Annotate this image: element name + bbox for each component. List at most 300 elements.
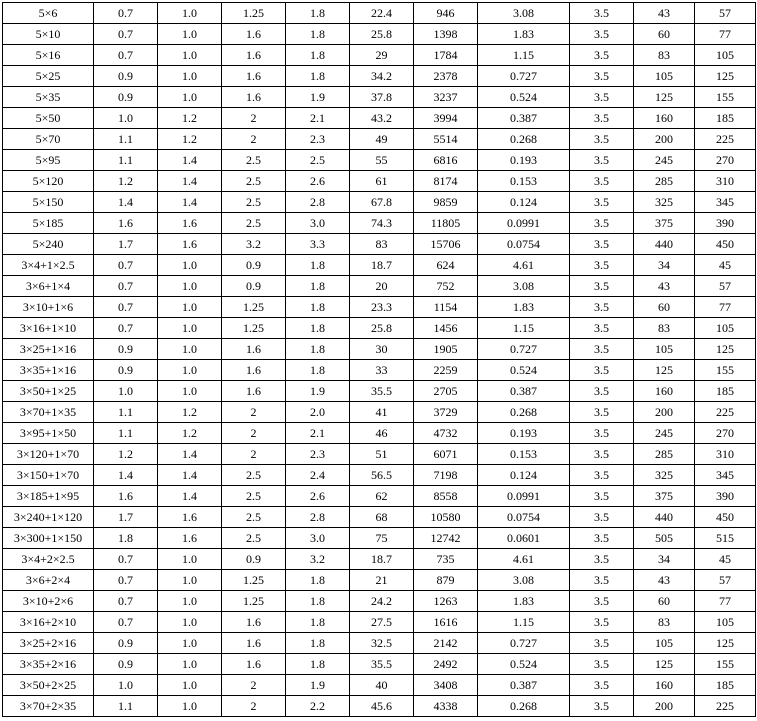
table-cell-col-10-value: 60 <box>634 591 695 612</box>
table-cell-col-11-value: 45 <box>695 549 756 570</box>
table-cell-col-6-value: 51 <box>350 444 414 465</box>
table-cell-col-8-value: 0.524 <box>478 360 570 381</box>
table-cell-col-7-value: 6816 <box>414 150 478 171</box>
table-cell-col-4-value: 1.25 <box>222 297 286 318</box>
table-cell-col-8-value: 0.727 <box>478 66 570 87</box>
table-row <box>3 360 756 381</box>
table-cell-col-10-value: 325 <box>634 192 695 213</box>
table-cell-col-11-value: 310 <box>695 171 756 192</box>
table-cell-col-9-value: 3.5 <box>570 66 634 87</box>
table-cell-col-8-value: 1.15 <box>478 318 570 339</box>
table-cell-col-5-value: 3.2 <box>286 549 350 570</box>
table-cell-col-5-value: 2.2 <box>286 696 350 717</box>
table-cell-col-4-value: 2.5 <box>222 171 286 192</box>
table-cell-col-7-value: 6071 <box>414 444 478 465</box>
table-cell-col-10-value: 43 <box>634 3 695 24</box>
table-cell-col-3-value: 1.4 <box>158 444 222 465</box>
table-cell-col-4-value: 1.25 <box>222 318 286 339</box>
table-cell-col-2-value: 1.1 <box>94 696 158 717</box>
table-cell-col-7-value: 4338 <box>414 696 478 717</box>
table-cell-col-5-value: 3.3 <box>286 234 350 255</box>
table-cell-conductor-spec: 3×95+1×50 <box>3 423 94 444</box>
table-cell-col-10-value: 160 <box>634 108 695 129</box>
table-cell-col-2-value: 1.6 <box>94 213 158 234</box>
table-cell-col-3-value: 1.0 <box>158 318 222 339</box>
table-cell-col-2-value: 0.7 <box>94 3 158 24</box>
table-cell-col-9-value: 3.5 <box>570 3 634 24</box>
table-cell-col-10-value: 440 <box>634 234 695 255</box>
table-cell-col-10-value: 43 <box>634 570 695 591</box>
table-cell-col-8-value: 3.08 <box>478 570 570 591</box>
table-row <box>3 276 756 297</box>
table-cell-col-11-value: 155 <box>695 87 756 108</box>
table-cell-conductor-spec: 3×240+1×120 <box>3 507 94 528</box>
table-cell-col-9-value: 3.5 <box>570 129 634 150</box>
table-cell-col-5-value: 1.8 <box>286 297 350 318</box>
table-cell-col-10-value: 83 <box>634 318 695 339</box>
table-cell-col-10-value: 285 <box>634 171 695 192</box>
table-cell-col-8-value: 4.61 <box>478 549 570 570</box>
table-cell-col-3-value: 1.0 <box>158 381 222 402</box>
table-cell-col-4-value: 1.6 <box>222 66 286 87</box>
table-cell-col-8-value: 1.83 <box>478 297 570 318</box>
table-cell-col-6-value: 62 <box>350 486 414 507</box>
table-cell-col-2-value: 0.9 <box>94 654 158 675</box>
table-row <box>3 654 756 675</box>
table-row <box>3 507 756 528</box>
table-cell-col-7-value: 7198 <box>414 465 478 486</box>
table-row <box>3 24 756 45</box>
table-cell-col-3-value: 1.0 <box>158 3 222 24</box>
table-cell-col-8-value: 0.727 <box>478 339 570 360</box>
table-cell-col-9-value: 3.5 <box>570 570 634 591</box>
table-cell-col-6-value: 18.7 <box>350 255 414 276</box>
table-cell-col-11-value: 57 <box>695 570 756 591</box>
table-cell-col-8-value: 0.387 <box>478 381 570 402</box>
table-cell-col-2-value: 1.7 <box>94 507 158 528</box>
table-cell-col-11-value: 185 <box>695 381 756 402</box>
table-cell-col-5-value: 3.0 <box>286 213 350 234</box>
table-cell-col-8-value: 0.124 <box>478 192 570 213</box>
table-cell-col-11-value: 270 <box>695 150 756 171</box>
table-row <box>3 129 756 150</box>
table-cell-col-9-value: 3.5 <box>570 24 634 45</box>
table-cell-col-2-value: 1.4 <box>94 192 158 213</box>
table-cell-col-6-value: 18.7 <box>350 549 414 570</box>
table-cell-conductor-spec: 3×70+1×35 <box>3 402 94 423</box>
table-cell-col-9-value: 3.5 <box>570 213 634 234</box>
table-cell-col-3-value: 1.4 <box>158 486 222 507</box>
table-cell-col-10-value: 375 <box>634 213 695 234</box>
table-cell-col-10-value: 125 <box>634 87 695 108</box>
table-cell-col-6-value: 41 <box>350 402 414 423</box>
table-cell-col-8-value: 0.193 <box>478 423 570 444</box>
table-cell-col-8-value: 0.268 <box>478 696 570 717</box>
table-cell-col-6-value: 24.2 <box>350 591 414 612</box>
table-cell-col-4-value: 2 <box>222 108 286 129</box>
table-cell-col-3-value: 1.4 <box>158 171 222 192</box>
table-cell-col-6-value: 33 <box>350 360 414 381</box>
table-row <box>3 150 756 171</box>
table-cell-col-5-value: 1.8 <box>286 654 350 675</box>
table-cell-col-8-value: 0.0991 <box>478 213 570 234</box>
table-cell-col-8-value: 0.387 <box>478 108 570 129</box>
table-cell-col-10-value: 325 <box>634 465 695 486</box>
table-cell-col-5-value: 1.8 <box>286 24 350 45</box>
table-row <box>3 318 756 339</box>
table-cell-col-8-value: 0.0754 <box>478 234 570 255</box>
table-cell-col-11-value: 515 <box>695 528 756 549</box>
table-cell-col-5-value: 2.4 <box>286 465 350 486</box>
table-cell-col-6-value: 56.5 <box>350 465 414 486</box>
table-cell-col-9-value: 3.5 <box>570 87 634 108</box>
table-cell-col-10-value: 60 <box>634 24 695 45</box>
table-cell-conductor-spec: 5×95 <box>3 150 94 171</box>
table-cell-col-3-value: 1.0 <box>158 66 222 87</box>
table-cell-col-9-value: 3.5 <box>570 318 634 339</box>
table-cell-col-5-value: 1.8 <box>286 591 350 612</box>
table-cell-col-4-value: 2.5 <box>222 486 286 507</box>
table-cell-col-5-value: 2.8 <box>286 507 350 528</box>
table-cell-col-6-value: 83 <box>350 234 414 255</box>
table-cell-col-6-value: 21 <box>350 570 414 591</box>
table-cell-col-4-value: 0.9 <box>222 255 286 276</box>
table-cell-col-11-value: 390 <box>695 486 756 507</box>
table-cell-col-11-value: 77 <box>695 591 756 612</box>
table-cell-col-3-value: 1.0 <box>158 633 222 654</box>
table-cell-col-4-value: 0.9 <box>222 276 286 297</box>
table-cell-col-7-value: 3237 <box>414 87 478 108</box>
cable-spec-table <box>2 2 756 717</box>
table-cell-col-6-value: 37.8 <box>350 87 414 108</box>
table-cell-col-2-value: 0.7 <box>94 24 158 45</box>
table-cell-conductor-spec: 5×240 <box>3 234 94 255</box>
table-cell-col-6-value: 67.8 <box>350 192 414 213</box>
table-cell-col-3-value: 1.6 <box>158 507 222 528</box>
table-cell-col-11-value: 345 <box>695 465 756 486</box>
table-cell-col-2-value: 1.1 <box>94 150 158 171</box>
table-row <box>3 444 756 465</box>
table-cell-col-7-value: 10580 <box>414 507 478 528</box>
table-cell-col-10-value: 83 <box>634 612 695 633</box>
table-cell-col-5-value: 1.8 <box>286 66 350 87</box>
table-cell-col-4-value: 1.25 <box>222 591 286 612</box>
table-cell-col-7-value: 11805 <box>414 213 478 234</box>
table-cell-col-9-value: 3.5 <box>570 591 634 612</box>
table-cell-col-2-value: 0.7 <box>94 549 158 570</box>
table-cell-col-3-value: 1.0 <box>158 339 222 360</box>
table-cell-col-2-value: 0.7 <box>94 570 158 591</box>
table-cell-conductor-spec: 3×70+2×35 <box>3 696 94 717</box>
table-cell-col-11-value: 125 <box>695 339 756 360</box>
table-cell-col-4-value: 2 <box>222 402 286 423</box>
table-cell-col-8-value: 0.268 <box>478 129 570 150</box>
table-cell-col-7-value: 2492 <box>414 654 478 675</box>
table-cell-col-8-value: 0.0991 <box>478 486 570 507</box>
table-cell-col-6-value: 30 <box>350 339 414 360</box>
table-cell-col-7-value: 1616 <box>414 612 478 633</box>
table-cell-col-11-value: 185 <box>695 108 756 129</box>
table-cell-col-2-value: 0.7 <box>94 612 158 633</box>
table-cell-col-9-value: 3.5 <box>570 297 634 318</box>
table-cell-col-5-value: 2.1 <box>286 423 350 444</box>
table-cell-col-9-value: 3.5 <box>570 654 634 675</box>
table-cell-col-8-value: 0.193 <box>478 150 570 171</box>
table-row <box>3 696 756 717</box>
table-cell-conductor-spec: 5×10 <box>3 24 94 45</box>
table-cell-col-5-value: 2.0 <box>286 402 350 423</box>
table-cell-col-7-value: 1398 <box>414 24 478 45</box>
table-cell-col-7-value: 2378 <box>414 66 478 87</box>
table-cell-col-4-value: 1.6 <box>222 339 286 360</box>
table-cell-conductor-spec: 3×16+1×10 <box>3 318 94 339</box>
table-cell-col-8-value: 0.387 <box>478 675 570 696</box>
table-cell-col-6-value: 61 <box>350 171 414 192</box>
table-cell-col-8-value: 0.0754 <box>478 507 570 528</box>
table-cell-col-5-value: 1.9 <box>286 675 350 696</box>
table-cell-col-8-value: 0.124 <box>478 465 570 486</box>
table-cell-col-10-value: 505 <box>634 528 695 549</box>
table-cell-col-5-value: 1.9 <box>286 87 350 108</box>
table-cell-col-9-value: 3.5 <box>570 423 634 444</box>
table-cell-col-4-value: 1.6 <box>222 360 286 381</box>
table-cell-col-7-value: 12742 <box>414 528 478 549</box>
table-cell-col-9-value: 3.5 <box>570 633 634 654</box>
table-cell-col-2-value: 1.0 <box>94 108 158 129</box>
table-cell-col-9-value: 3.5 <box>570 360 634 381</box>
table-cell-col-2-value: 0.7 <box>94 45 158 66</box>
table-cell-col-8-value: 0.153 <box>478 171 570 192</box>
table-cell-col-9-value: 3.5 <box>570 108 634 129</box>
table-cell-col-5-value: 1.8 <box>286 633 350 654</box>
table-cell-col-9-value: 3.5 <box>570 465 634 486</box>
table-cell-col-7-value: 3994 <box>414 108 478 129</box>
table-cell-col-9-value: 3.5 <box>570 675 634 696</box>
table-cell-col-2-value: 1.8 <box>94 528 158 549</box>
table-cell-col-5-value: 2.6 <box>286 171 350 192</box>
table-cell-col-6-value: 29 <box>350 45 414 66</box>
table-row <box>3 45 756 66</box>
table-cell-col-9-value: 3.5 <box>570 171 634 192</box>
table-cell-col-6-value: 25.8 <box>350 24 414 45</box>
table-cell-conductor-spec: 5×16 <box>3 45 94 66</box>
table-cell-col-5-value: 1.8 <box>286 339 350 360</box>
table-cell-col-10-value: 34 <box>634 255 695 276</box>
table-cell-col-10-value: 200 <box>634 129 695 150</box>
table-cell-col-3-value: 1.0 <box>158 297 222 318</box>
table-cell-col-9-value: 3.5 <box>570 255 634 276</box>
table-cell-col-5-value: 2.1 <box>286 108 350 129</box>
table-cell-col-7-value: 8558 <box>414 486 478 507</box>
table-cell-col-10-value: 375 <box>634 486 695 507</box>
table-cell-col-10-value: 105 <box>634 66 695 87</box>
table-cell-col-3-value: 1.0 <box>158 87 222 108</box>
table-cell-col-11-value: 77 <box>695 297 756 318</box>
table-cell-col-8-value: 1.15 <box>478 45 570 66</box>
table-cell-col-3-value: 1.6 <box>158 234 222 255</box>
table-cell-col-5-value: 2.3 <box>286 444 350 465</box>
table-cell-col-3-value: 1.0 <box>158 591 222 612</box>
table-row <box>3 381 756 402</box>
table-cell-col-7-value: 624 <box>414 255 478 276</box>
table-cell-col-5-value: 2.3 <box>286 129 350 150</box>
table-row <box>3 108 756 129</box>
table-cell-col-4-value: 2 <box>222 675 286 696</box>
table-cell-col-2-value: 1.2 <box>94 444 158 465</box>
table-cell-col-8-value: 3.08 <box>478 276 570 297</box>
table-cell-conductor-spec: 5×70 <box>3 129 94 150</box>
table-cell-col-4-value: 1.25 <box>222 570 286 591</box>
table-cell-col-2-value: 0.9 <box>94 360 158 381</box>
table-cell-conductor-spec: 3×6+2×4 <box>3 570 94 591</box>
table-row <box>3 234 756 255</box>
table-cell-col-9-value: 3.5 <box>570 45 634 66</box>
table-cell-col-2-value: 0.7 <box>94 297 158 318</box>
table-cell-conductor-spec: 3×300+1×150 <box>3 528 94 549</box>
table-cell-col-7-value: 752 <box>414 276 478 297</box>
table-cell-col-4-value: 2.5 <box>222 150 286 171</box>
table-cell-col-11-value: 450 <box>695 507 756 528</box>
table-cell-col-5-value: 1.8 <box>286 276 350 297</box>
table-cell-col-4-value: 2 <box>222 423 286 444</box>
table-cell-col-5-value: 1.8 <box>286 612 350 633</box>
table-cell-col-2-value: 1.2 <box>94 171 158 192</box>
table-cell-col-2-value: 1.6 <box>94 486 158 507</box>
table-cell-col-11-value: 390 <box>695 213 756 234</box>
table-cell-col-10-value: 34 <box>634 549 695 570</box>
table-cell-col-9-value: 3.5 <box>570 339 634 360</box>
table-cell-col-6-value: 23.3 <box>350 297 414 318</box>
table-cell-col-10-value: 245 <box>634 150 695 171</box>
table-cell-col-5-value: 1.8 <box>286 45 350 66</box>
table-cell-col-6-value: 49 <box>350 129 414 150</box>
table-cell-conductor-spec: 3×150+1×70 <box>3 465 94 486</box>
table-cell-col-4-value: 2.5 <box>222 507 286 528</box>
table-cell-col-8-value: 1.83 <box>478 591 570 612</box>
table-cell-col-10-value: 60 <box>634 297 695 318</box>
table-cell-col-4-value: 2.5 <box>222 213 286 234</box>
table-cell-conductor-spec: 3×6+1×4 <box>3 276 94 297</box>
table-cell-col-5-value: 2.5 <box>286 150 350 171</box>
table-cell-col-2-value: 1.0 <box>94 675 158 696</box>
table-row <box>3 87 756 108</box>
table-cell-conductor-spec: 3×185+1×95 <box>3 486 94 507</box>
table-cell-col-11-value: 155 <box>695 360 756 381</box>
table-cell-col-7-value: 8174 <box>414 171 478 192</box>
table-row <box>3 675 756 696</box>
table-cell-col-9-value: 3.5 <box>570 444 634 465</box>
table-cell-col-2-value: 0.7 <box>94 591 158 612</box>
table-cell-col-6-value: 35.5 <box>350 654 414 675</box>
table-cell-col-2-value: 1.1 <box>94 423 158 444</box>
table-cell-conductor-spec: 5×120 <box>3 171 94 192</box>
table-cell-col-3-value: 1.4 <box>158 192 222 213</box>
table-cell-col-3-value: 1.6 <box>158 213 222 234</box>
table-cell-col-11-value: 105 <box>695 612 756 633</box>
table-cell-col-3-value: 1.4 <box>158 150 222 171</box>
table-cell-conductor-spec: 5×150 <box>3 192 94 213</box>
table-cell-col-7-value: 1784 <box>414 45 478 66</box>
table-cell-col-11-value: 57 <box>695 3 756 24</box>
table-cell-col-10-value: 160 <box>634 675 695 696</box>
table-cell-col-8-value: 4.61 <box>478 255 570 276</box>
table-cell-col-6-value: 46 <box>350 423 414 444</box>
table-cell-col-11-value: 185 <box>695 675 756 696</box>
table-cell-col-6-value: 35.5 <box>350 381 414 402</box>
table-cell-col-2-value: 0.9 <box>94 339 158 360</box>
table-cell-conductor-spec: 3×4+1×2.5 <box>3 255 94 276</box>
table-cell-col-10-value: 200 <box>634 402 695 423</box>
table-cell-col-3-value: 1.0 <box>158 360 222 381</box>
table-cell-col-11-value: 105 <box>695 318 756 339</box>
table-cell-col-4-value: 1.6 <box>222 633 286 654</box>
table-cell-col-3-value: 1.4 <box>158 465 222 486</box>
table-cell-col-4-value: 1.25 <box>222 3 286 24</box>
table-cell-col-10-value: 245 <box>634 423 695 444</box>
table-cell-col-9-value: 3.5 <box>570 381 634 402</box>
table-cell-col-4-value: 1.6 <box>222 381 286 402</box>
table-cell-conductor-spec: 3×35+1×16 <box>3 360 94 381</box>
table-cell-col-10-value: 440 <box>634 507 695 528</box>
table-cell-col-6-value: 40 <box>350 675 414 696</box>
table-cell-col-6-value: 22.4 <box>350 3 414 24</box>
table-cell-col-3-value: 1.0 <box>158 255 222 276</box>
table-cell-col-8-value: 1.15 <box>478 612 570 633</box>
table-cell-conductor-spec: 3×25+1×16 <box>3 339 94 360</box>
table-cell-col-6-value: 20 <box>350 276 414 297</box>
table-cell-conductor-spec: 5×50 <box>3 108 94 129</box>
table-cell-col-3-value: 1.6 <box>158 528 222 549</box>
table-cell-col-8-value: 3.08 <box>478 3 570 24</box>
table-cell-col-10-value: 105 <box>634 339 695 360</box>
table-cell-col-7-value: 5514 <box>414 129 478 150</box>
table-cell-col-5-value: 3.0 <box>286 528 350 549</box>
table-cell-col-2-value: 1.7 <box>94 234 158 255</box>
table-cell-col-4-value: 2 <box>222 129 286 150</box>
table-cell-col-3-value: 1.0 <box>158 276 222 297</box>
table-cell-conductor-spec: 3×10+1×6 <box>3 297 94 318</box>
table-cell-col-8-value: 0.268 <box>478 402 570 423</box>
table-cell-col-2-value: 1.1 <box>94 129 158 150</box>
table-cell-col-10-value: 160 <box>634 381 695 402</box>
table-cell-col-7-value: 3729 <box>414 402 478 423</box>
table-cell-conductor-spec: 3×16+2×10 <box>3 612 94 633</box>
table-cell-col-4-value: 1.6 <box>222 87 286 108</box>
table-cell-col-9-value: 3.5 <box>570 528 634 549</box>
table-cell-col-7-value: 2705 <box>414 381 478 402</box>
table-row <box>3 528 756 549</box>
table-cell-col-4-value: 1.6 <box>222 45 286 66</box>
table-cell-col-7-value: 1263 <box>414 591 478 612</box>
table-cell-col-2-value: 1.4 <box>94 465 158 486</box>
table-cell-col-5-value: 1.8 <box>286 255 350 276</box>
table-cell-col-9-value: 3.5 <box>570 192 634 213</box>
table-cell-col-8-value: 0.153 <box>478 444 570 465</box>
table-cell-col-9-value: 3.5 <box>570 612 634 633</box>
table-cell-col-8-value: 0.524 <box>478 87 570 108</box>
table-cell-col-4-value: 2 <box>222 696 286 717</box>
table-cell-col-7-value: 2142 <box>414 633 478 654</box>
table-cell-col-5-value: 1.8 <box>286 570 350 591</box>
table-cell-col-4-value: 2 <box>222 444 286 465</box>
table-cell-col-9-value: 3.5 <box>570 549 634 570</box>
table-cell-col-7-value: 1905 <box>414 339 478 360</box>
table-cell-col-6-value: 32.5 <box>350 633 414 654</box>
table-cell-col-6-value: 34.2 <box>350 66 414 87</box>
table-cell-conductor-spec: 5×35 <box>3 87 94 108</box>
table-cell-col-4-value: 0.9 <box>222 549 286 570</box>
table-cell-col-3-value: 1.2 <box>158 423 222 444</box>
